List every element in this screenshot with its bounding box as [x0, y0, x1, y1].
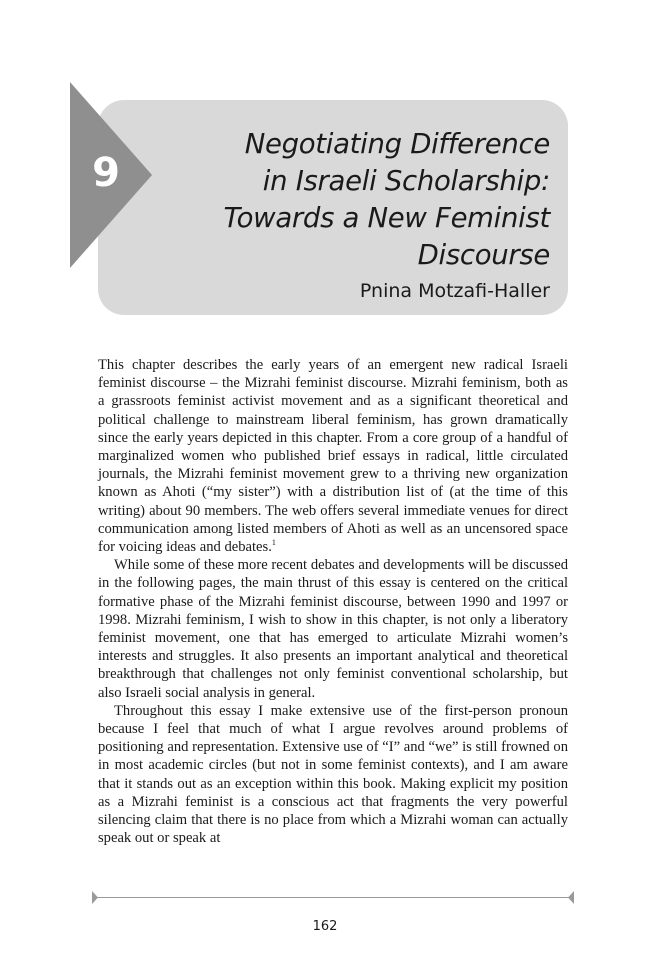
chapter-title-line: in Israeli Scholarship:	[262, 165, 550, 197]
chapter-title	[170, 126, 550, 274]
body-text	[98, 356, 568, 847]
paragraph: Throughout this essay I make extensive use of the first-person pronoun because I feel that much of what I argue revolves around problems of positioning and representation. Extensive use of “I” and “we” is still frowned on in most academic circles (but not in some feminist contexts), and I am aware that it stands out as an exception within this book. Making explicit my position as a Mizrahi feminist is a conscious act that fragments the very powerful silencing claim that there is no place from which a Mizrahi woman can actually speak out or speak at	[98, 702, 568, 847]
paragraph-text: This chapter describes the early years of an emergent new radical Israeli feminist discourse – the Mizrahi feminist discourse. Mizrahi feminism, both as a grassroots feminist activist movement and as a significant theoretical and political challenge to mainstream liberal feminism, has grown dramatically since the early years depicted in this chapter. From a core group of a handful of marginalized women who published brief essays in radical, little circulated journals, the Mizrahi feminist movement grew to a thriving new organization known as Ahoti (“my sister”) with a distribution list of (at the time of this writing) about 90 members. The web offers several immediate venues for direct communication among listed members of Ahoti as well as an uncensored space for voicing ideas and debates.	[98, 357, 568, 556]
chapter-title-line: Negotiating Difference	[244, 128, 550, 160]
chapter-author: Pnina Motzafi-Haller	[359, 280, 550, 302]
chapter-title-line: Towards a New Feminist	[223, 202, 550, 234]
footer-rule-right-cap	[568, 891, 574, 904]
chapter-title-line: Discourse	[417, 239, 550, 271]
page-number: 162	[312, 919, 338, 934]
chapter-number: 9	[92, 150, 120, 196]
paragraph: While some of these more recent debates and developments will be discussed in the following pages, the main thrust of this essay is centered on the critical formative phase of the Mizrahi feminist discourse, between 1990 and 1997 or 1998. Mizrahi feminism, I wish to show in this chapter, is not only a liberatory feminist movement, one that has emerged to articulate Mizrahi women’s interests and struggles. It also presents an important analytical and theoretical breakthrough that challenges not only feminist conventional scholarship, but also Israeli social analysis in general.	[98, 557, 568, 701]
footer-rule	[96, 897, 572, 898]
paragraph	[98, 356, 568, 556]
footnote-marker[interactable]: 1	[271, 538, 276, 548]
footer-rule-left-cap	[92, 891, 98, 904]
